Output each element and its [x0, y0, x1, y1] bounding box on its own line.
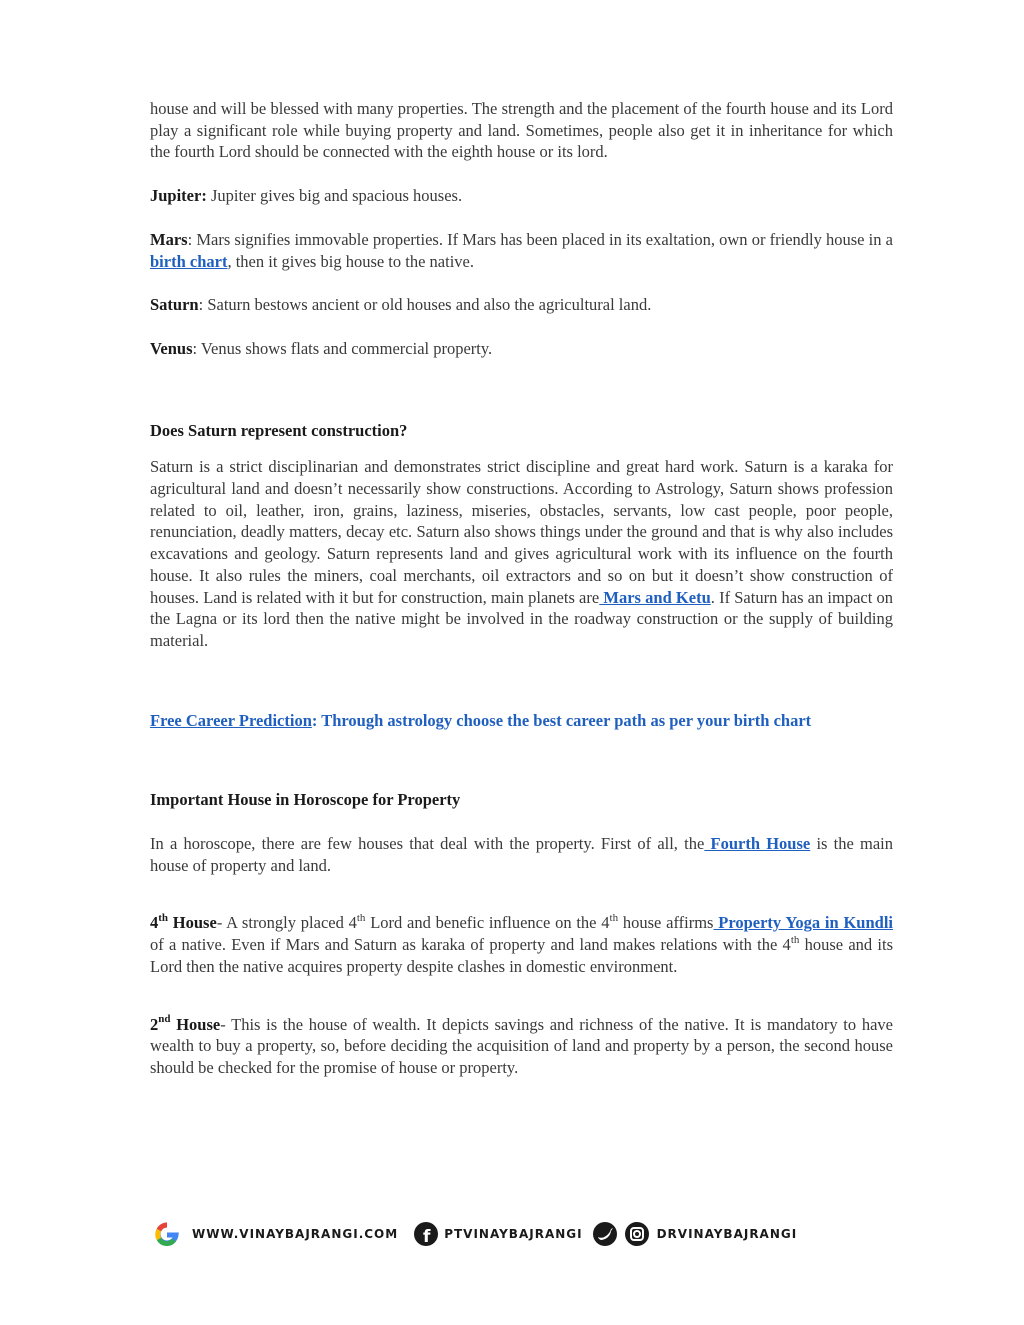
construction-heading: Does Saturn represent construction?	[150, 420, 408, 440]
facebook-handle[interactable]: PTVINAYBAJRANGI	[444, 1227, 583, 1241]
important-house-text-after: is the main house of property and land.	[150, 834, 894, 875]
venus-paragraph	[150, 338, 893, 360]
website-text[interactable]: WWW.VINAYBAJRANGI.COM	[192, 1227, 399, 1241]
jupiter-label: Jupiter:	[150, 186, 207, 206]
construction-text: Saturn is a strict disciplinarian and demonstrates strict discipline and great hard work. Saturn is a karaka for agricultural land and doesn’t necessarily show constructions. According to Astrology, Saturn shows profession related to oil, leather, iron, grains, laziness, miseries, obstacles, servants, low cast people, poor people, renunciation, deadly matters, decay etc. Saturn also shows things under the ground and that is why also includes excavations and geology. Saturn represents land and gives agricultural work with its influence on the fourth house. It also rules the miners, coal merchants, oil extractors and so on but it doesn’t show construction of houses. Land is related with it but for construction, main planets are	[150, 457, 893, 607]
mars-and-ketu-link[interactable]: Mars and Ketu	[599, 587, 711, 607]
instagram-icon[interactable]	[623, 1221, 651, 1247]
important-house-text: In a horoscope, there are few houses that deal with the property. First of all, the	[150, 834, 705, 854]
google-icon	[150, 1221, 184, 1247]
intro-paragraph: house and will be blessed with many properties. The strength and the placement of the fourth house and its Lord play a significant role while buying property and land. Sometimes, people also get it in inheritance for which the fourth Lord should be connected with the eighth house or its lord.	[150, 99, 893, 162]
important-house-paragraph	[150, 833, 893, 876]
mars-paragraph	[150, 229, 893, 272]
fourth-house-link[interactable]: Fourth House	[704, 834, 811, 854]
fourth-house-label: 4th House	[150, 911, 217, 933]
free-career-prediction-link[interactable]: Free Career Prediction	[150, 710, 312, 730]
mars-text: : Mars signifies immovable properties. If Mars has been placed in its exaltation, own or friendly house in a	[187, 229, 893, 249]
document-page	[150, 98, 893, 1079]
mars-text-after: , then it gives big house to the native.	[227, 251, 474, 271]
second-house-paragraph	[150, 1014, 893, 1079]
saturn-label: Saturn	[150, 295, 199, 315]
fourth-house-paragraph: 4th House- A strongly placed 4th Lord and benefic influence on the 4th house affirms Property Yoga in Kundli of a native. Even if Mars and Saturn as karaka of property and land makes relations with the 4th house and its Lord then the native acquires property despite clashes in domestic environment.	[150, 911, 893, 976]
saturn-text: : Saturn bestows ancient or old houses and also the agricultural land.	[198, 295, 652, 315]
jupiter-paragraph	[150, 185, 893, 207]
svg-text:f: f	[423, 1227, 432, 1247]
saturn-paragraph	[150, 294, 893, 316]
jupiter-text: Jupiter gives big and spacious houses.	[206, 186, 463, 206]
career-callout	[150, 710, 893, 732]
career-callout-text: : Through astrology choose the best career path as per your birth chart	[311, 710, 812, 730]
birth-chart-link[interactable]: birth chart	[150, 251, 228, 271]
second-house-label: 2nd House	[150, 1013, 221, 1034]
venus-label: Venus	[150, 338, 193, 358]
mars-label: Mars	[150, 229, 188, 249]
second-house-text: - This is the house of wealth. It depicts savings and richness of the native. It is mandatory to have wealth to buy a property, so, before deciding the acquisition of land and property by a person, the second house should be checked for the promise of house or property.	[150, 1014, 893, 1077]
twitter-icon[interactable]	[591, 1221, 619, 1247]
facebook-icon[interactable]	[412, 1221, 440, 1247]
social-handle[interactable]: DRVINAYBAJRANGI	[656, 1227, 798, 1241]
property-yoga-link[interactable]: Property Yoga in Kundli	[713, 913, 893, 933]
construction-text-after: . If Saturn has an impact on the Lagna or its lord then the native might be involved in the roadway construction or the supply of building material.	[150, 587, 894, 650]
footer-bar	[150, 1219, 870, 1249]
important-house-heading: Important House in Horoscope for Property	[150, 790, 461, 810]
venus-text: : Venus shows flats and commercial property.	[192, 338, 493, 358]
construction-paragraph	[150, 456, 893, 651]
